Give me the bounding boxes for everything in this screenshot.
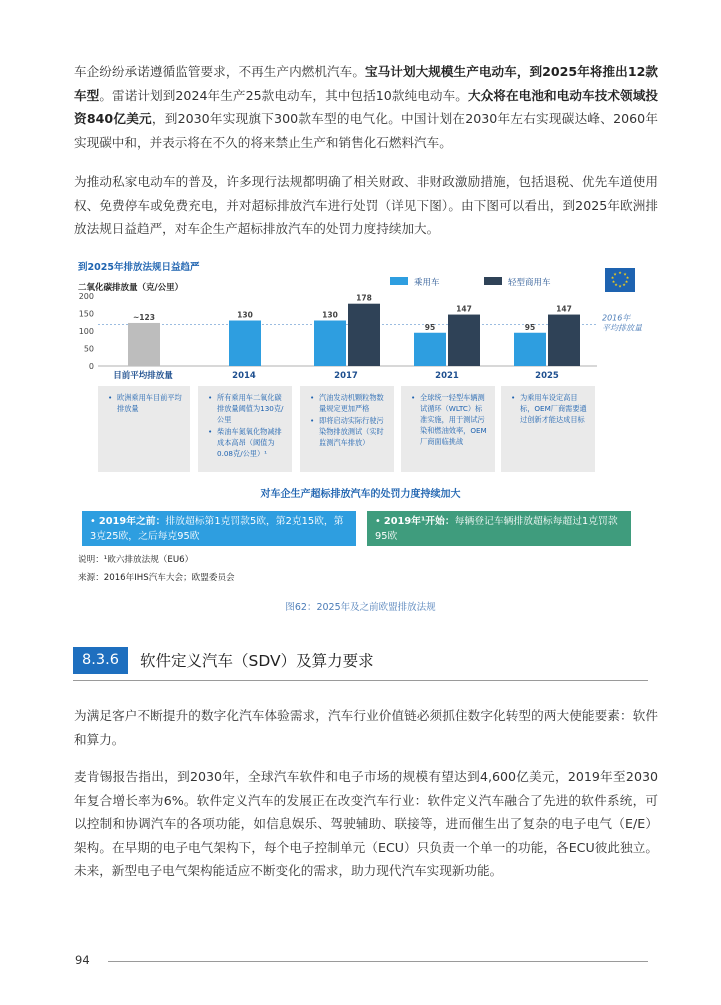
- legend-swatch-commercial: [484, 277, 502, 285]
- figure-caption: 图62：2025年及之前欧盟排放法规: [285, 602, 436, 613]
- column-box-2025: [501, 386, 595, 472]
- para1-bold-bmw: 宝马计划大规模生产电动车，到2025年将推出12款车型: [74, 64, 659, 103]
- legend-label-commercial: 轻型商用车: [508, 278, 551, 288]
- footer-divider: [108, 961, 648, 962]
- legend-label-passenger: 乘用车: [414, 278, 440, 288]
- y-tick-label: 150: [78, 309, 94, 319]
- page-number: 94: [75, 953, 90, 967]
- list-item: • 欧洲乘用车目前平均排放量: [108, 392, 184, 414]
- bar-value-label: 130: [322, 310, 338, 320]
- svg-text:★: ★: [611, 279, 616, 284]
- list-item: • 汽油发动机颗粒物数量规定更加严格: [310, 392, 388, 414]
- svg-text:★: ★: [610, 275, 615, 280]
- penalty-title: 对车企生产超标排放汽车的处罚力度持续加大: [260, 489, 461, 500]
- bar-value-label: 147: [556, 304, 572, 314]
- column-head-current: 目前平均排放量: [113, 371, 173, 381]
- list-item: • 全球统一轻型车辆测试循环（WLTC）标准实施，用于测试污染和燃油效率，OEM厂商面临挑战: [411, 392, 489, 447]
- penalty-right-lead: 2019年¹开始：: [383, 516, 455, 527]
- svg-text:★: ★: [622, 282, 626, 287]
- bar-value-label: ~123: [133, 312, 155, 322]
- paragraph-mckinsey: 麦肯锡报告指出，到2030年，全球汽车软件和电子市场的规模有望达到4,600亿美元，2019年至2030年复合增长率为6%。软件定义汽车的发展正在改变汽车行业：软件定义汽车融合了先进的软件系统，可以控制和协调汽车的各项功能，如信息娱乐、驾驶辅助、联接等，进而催生出了复杂的电子电气（E/E）架构。在早期的电子电气架构下，每个电子控制单元（ECU）只负责一个单一的功能，各ECU彼此独立。未来，新型电子电气架构能适应不断变化的需求，助力现代汽车实现新功能。: [74, 769, 658, 878]
- svg-text:★: ★: [614, 282, 618, 287]
- list-item: • 柴油车氮氧化物减排成本高昂（阈值为0.08克/公里）¹: [208, 426, 286, 459]
- column-box-2021: [401, 386, 495, 472]
- bar-value-label: 95: [524, 322, 536, 332]
- y-tick-label: 200: [78, 292, 94, 301]
- reference-line-label: 2016年: [602, 313, 631, 323]
- y-tick-label: 50: [83, 344, 94, 354]
- column-head-2021: 2021: [435, 371, 459, 381]
- figure-title: 到2025年排放法规日益趋严: [78, 262, 200, 273]
- bar-value-label: 178: [356, 293, 372, 303]
- column-head-2017: 2017: [334, 371, 358, 381]
- penalty-box-before-2019: • 2019年之前：排放超标第1克罚款5欧，第2克15欧，第3克25欧，之后每克95欧: [82, 511, 356, 546]
- svg-text:★: ★: [618, 283, 622, 289]
- bar-passenger-4: [514, 333, 546, 366]
- bar-value-label: 130: [237, 310, 253, 320]
- column-box-2014: [198, 386, 292, 472]
- svg-text:★: ★: [618, 270, 622, 275]
- penalty-box-from-2019: • 2019年¹开始：每辆登记车辆排放超标每超过1克罚款95欧: [367, 511, 631, 546]
- bar-commercial-2: [348, 304, 380, 366]
- svg-text:★: ★: [613, 271, 617, 277]
- section-title: 软件定义汽车（SDV）及算力要求: [140, 652, 374, 670]
- paragraph-automakers: [74, 60, 658, 154]
- section-number: 8.3.6: [73, 647, 128, 674]
- section-divider: [73, 680, 648, 681]
- para1-text-2: 。雷诺计划到2024年生产25款电动车，其中包括10款纯电动车。: [99, 87, 468, 103]
- y-tick-label: 0: [88, 362, 94, 371]
- column-head-2025: 2025: [535, 371, 559, 381]
- bar-passenger-3: [414, 333, 446, 366]
- reference-line-label: 平均排放量: [602, 323, 642, 333]
- figure-source: 来源：2016年IHS汽车大会；欧盟委员会: [78, 573, 235, 583]
- list-item: • 所有乘用车二氧化碳排放量阈值为130克/公里: [208, 392, 286, 425]
- column-box-current: [98, 386, 190, 472]
- bar-commercial-3: [448, 315, 480, 366]
- penalty-right-text: 每辆登记车辆排放超标每超过1克罚款95欧: [375, 516, 618, 542]
- list-item: • 即将启动实际行驶污染物排放测试（实时监测汽车排放）: [310, 415, 388, 448]
- figure-note: 说明：¹欧六排放法规（EU6）: [78, 555, 194, 565]
- penalty-left-lead: 2019年之前：: [98, 516, 166, 527]
- y-tick-label: 100: [78, 327, 94, 336]
- penalty-left-text: 排放超标第1克罚款5欧，第2克15欧，第3克25欧，之后每克95欧: [90, 516, 344, 542]
- list-item: • 为乘用车设定高目标，OEM厂商需要通过创新才能达成目标: [511, 392, 589, 425]
- bar-value-label: 147: [456, 304, 472, 314]
- bar-commercial-4: [548, 315, 580, 366]
- para1-text-3: ，到2030年实现旗下300款车型的电气化。中国计划在2030年左右实现碳达峰、2060年实现碳中和，并表示将在不久的将来禁止生产和销售化石燃料汽车。: [74, 111, 658, 150]
- chart-y-axis-label: 二氧化碳排放量（克/公里）: [78, 283, 184, 293]
- paragraph-incentives: 为推动私家电动车的普及，许多现行法规都明确了相关财政、非财政激励措施，包括退税、优先车道使用权、免费停车或免费充电，并对超标排放汽车进行处罚（详见下图）。由下图可以看出，到2025年欧洲排放法规日益趋严，对车企生产超标排放汽车的处罚力度持续加大。: [74, 174, 658, 236]
- svg-text:★: ★: [624, 279, 629, 284]
- column-box-2017: [300, 386, 394, 472]
- paragraph-digital: 为满足客户不断提升的数字化汽车体验需求，汽车行业价值链必须抓住数字化转型的两大使能要素：软件和算力。: [74, 708, 658, 747]
- bar-passenger-1: [229, 321, 261, 367]
- column-head-2014: 2014: [232, 371, 256, 381]
- bar-passenger-0: [128, 323, 160, 366]
- para1-bold-vw: 大众将在电池和电动车技术领域投资840亿美元: [74, 87, 658, 126]
- para1-text-1: 车企纷纷承诺遵循监管要求，不再生产内燃机汽车。: [74, 64, 365, 79]
- svg-text:★: ★: [625, 275, 630, 280]
- svg-text:★: ★: [623, 271, 627, 277]
- bar-value-label: 95: [424, 322, 436, 332]
- bar-passenger-2: [314, 321, 346, 367]
- legend-swatch-passenger: [390, 277, 408, 285]
- emission-chart: [72, 262, 642, 372]
